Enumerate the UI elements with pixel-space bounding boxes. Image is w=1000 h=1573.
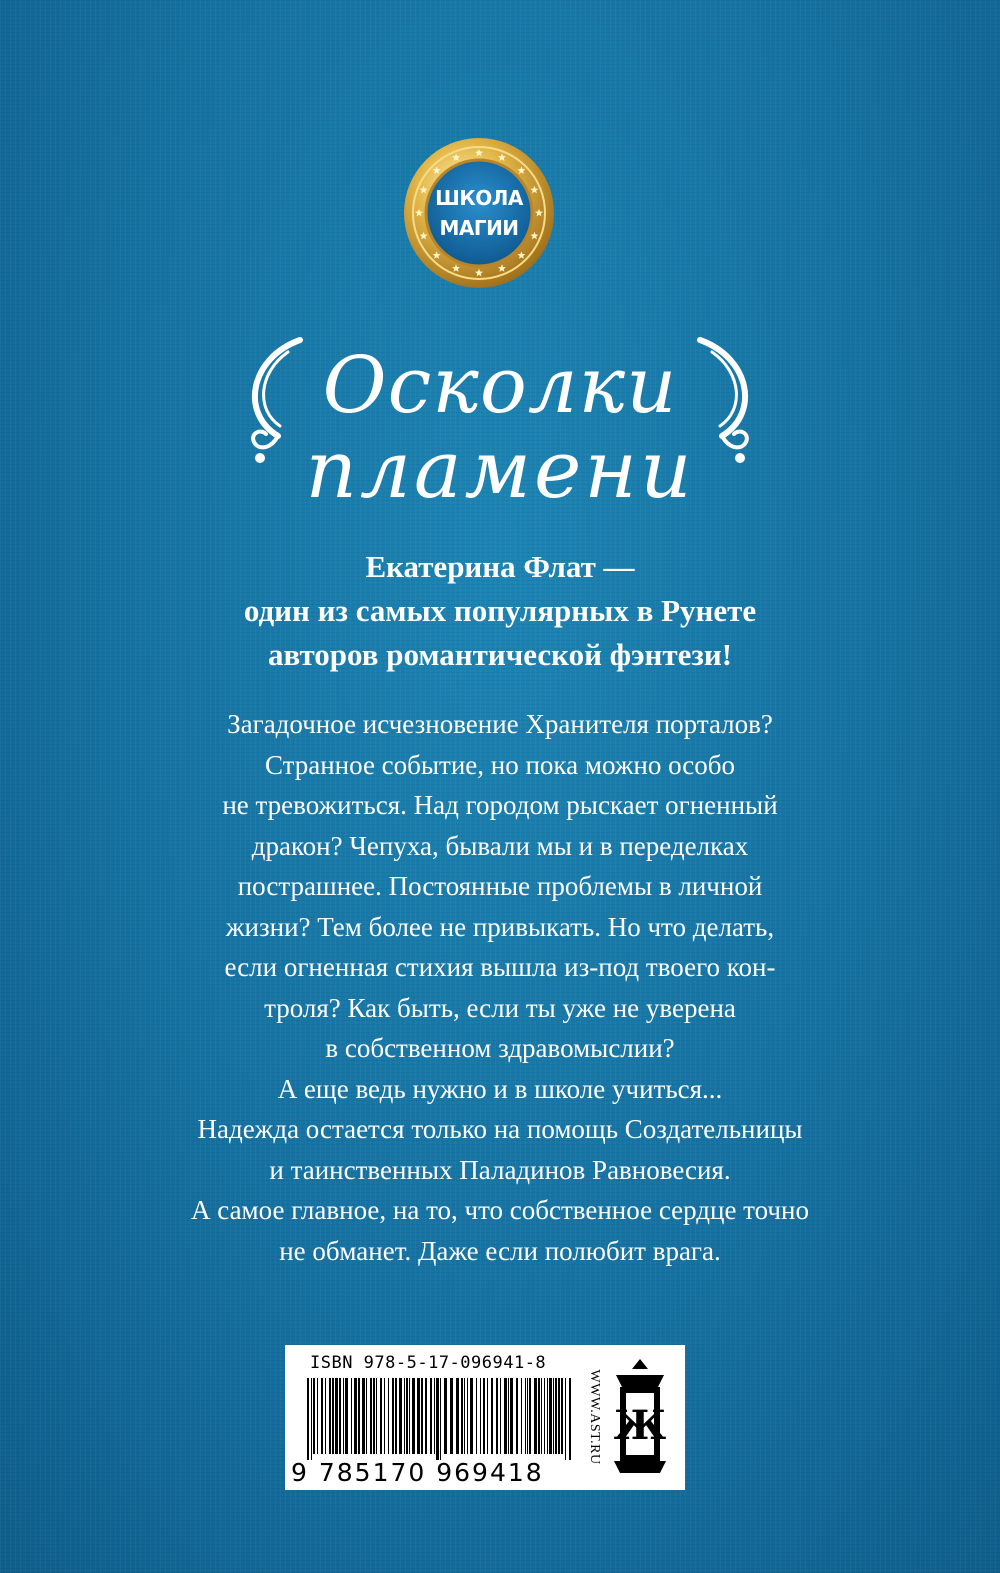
- barcode-bar: [444, 1378, 447, 1454]
- barcode-panel: [285, 1345, 685, 1490]
- blurb-line: и таинственных Паладинов Равновесия.: [269, 1154, 731, 1185]
- barcode-bar: [527, 1378, 528, 1454]
- barcode-bar: [384, 1378, 385, 1454]
- barcode-digits: 9 785170 969418: [291, 1458, 544, 1487]
- badge-line-1: ШКОЛА: [435, 186, 523, 210]
- barcode-bar: [388, 1378, 389, 1454]
- barcode-bar: [358, 1378, 360, 1454]
- publisher-website: [583, 1355, 605, 1480]
- blurb-line: А самое главное, на то, что собственное сердце точно: [191, 1195, 809, 1225]
- barcode-bar: [380, 1378, 382, 1454]
- blurb-line: пострашнее. Постоянные проблемы в личной: [237, 871, 763, 901]
- isbn-label: ISBN 978-5-17-096941-8: [310, 1353, 547, 1373]
- barcode-bar: [392, 1378, 394, 1454]
- barcode-bar: [440, 1378, 441, 1460]
- barcode-bar: [508, 1378, 509, 1454]
- blurb-line: если огненная стихия вышла из-под твоего кон-: [224, 952, 776, 982]
- barcode-bar: [467, 1378, 468, 1454]
- tagline-line: Екатерина Флат —: [365, 549, 635, 584]
- barcode-bar: [366, 1378, 367, 1454]
- title-line-1: Осколки: [322, 341, 678, 431]
- barcode-bar: [417, 1378, 420, 1454]
- barcode-bar: [500, 1378, 501, 1454]
- series-badge: [403, 137, 555, 289]
- barcode-bar: [496, 1378, 498, 1454]
- blurb-line: Странное событие, но пока можно особо: [264, 749, 736, 780]
- barcode-bar: [529, 1378, 531, 1454]
- book-title: [230, 318, 770, 518]
- barcode-bar: [332, 1378, 334, 1454]
- blurb-line: не тревожиться. Над городом рыскает огненный: [222, 790, 778, 820]
- author-tagline: [80, 545, 920, 677]
- barcode-bar: [476, 1378, 477, 1454]
- barcode-bar: [549, 1378, 552, 1454]
- barcode-bar: [329, 1378, 331, 1454]
- barcode-bar: [434, 1378, 435, 1454]
- barcode-bar: [313, 1378, 315, 1454]
- barcode-bar: [555, 1378, 557, 1454]
- barcode-bar: [395, 1378, 397, 1454]
- barcode-bar: [470, 1378, 473, 1454]
- barcode-bar: [558, 1378, 560, 1454]
- barcode-bar: [561, 1378, 563, 1454]
- barcode-bar: [483, 1378, 485, 1454]
- barcode-bar: [311, 1378, 312, 1460]
- blurb-line: жизни? Тем более не привыкать. Но что делать,: [225, 911, 775, 942]
- barcode-bar: [491, 1378, 493, 1454]
- barcode-bar: [404, 1378, 405, 1454]
- publisher-logo-letter: Ж: [613, 1402, 667, 1449]
- barcode-bar: [370, 1378, 372, 1454]
- barcode-bar: [534, 1378, 537, 1454]
- barcode-icon: [305, 1378, 575, 1460]
- barcode-bar: [569, 1378, 571, 1460]
- barcode-bar: [345, 1378, 348, 1454]
- barcode-bar: [343, 1378, 344, 1454]
- barcode-bar: [409, 1378, 410, 1454]
- barcode-bar: [354, 1378, 357, 1454]
- barcode-bar: [339, 1378, 341, 1454]
- barcode-bar: [412, 1378, 415, 1454]
- barcode-bar: [510, 1378, 513, 1454]
- barcode-bar: [565, 1378, 566, 1460]
- barcode-bar: [317, 1378, 318, 1454]
- barcode-bar: [325, 1378, 326, 1454]
- barcode-bar: [553, 1378, 554, 1454]
- blurb-line: в собственном здравомыслии?: [325, 1033, 675, 1063]
- book-blurb: [60, 704, 940, 1271]
- barcode-bar: [464, 1378, 465, 1454]
- barcode-bar: [399, 1378, 402, 1454]
- barcode-bar: [516, 1378, 518, 1454]
- barcode-bar: [547, 1378, 548, 1454]
- title-line-2: пламени: [305, 423, 695, 516]
- barcode-bar: [406, 1378, 408, 1454]
- blurb-line: Загадочное исчезновение Хранителя порталов?: [227, 709, 773, 739]
- barcode-bar: [351, 1378, 352, 1454]
- tagline-line: один из самых популярных в Рунете: [243, 593, 757, 628]
- barcode-bar: [362, 1378, 365, 1454]
- barcode-bar: [461, 1378, 463, 1454]
- barcode-bar: [425, 1378, 427, 1454]
- barcode-bar: [307, 1378, 309, 1460]
- blurb-line: А еще ведь нужно и в школе учиться...: [277, 1073, 723, 1104]
- barcode-bar: [421, 1378, 423, 1454]
- barcode-bar: [487, 1378, 488, 1454]
- barcode-bar: [376, 1378, 377, 1454]
- barcode-bar: [544, 1378, 545, 1454]
- barcode-bar: [541, 1378, 542, 1454]
- barcode-bar: [335, 1378, 338, 1454]
- barcode-bar: [373, 1378, 375, 1454]
- barcode-bar: [456, 1378, 459, 1454]
- barcode-bar: [450, 1378, 453, 1454]
- publisher-website-text: WWW.AST.RU: [587, 1369, 602, 1465]
- blurb-line: троля? Как быть, если ты уже не уверена: [264, 992, 736, 1023]
- tagline-line: авторов романтической фэнтези!: [267, 637, 733, 672]
- lantern-logo-icon: [610, 1357, 670, 1477]
- badge-line-2: МАГИИ: [439, 216, 519, 240]
- barcode-bar: [525, 1378, 526, 1454]
- barcode-bar: [436, 1378, 439, 1460]
- blurb-line: дракон? Чепуха, бывали мы и в переделках: [251, 830, 749, 861]
- barcode-bar: [321, 1378, 323, 1454]
- blurb-line: Надежда остается только на помощь Создательницы: [197, 1114, 803, 1144]
- barcode-bar: [480, 1378, 481, 1454]
- barcode-bar: [430, 1378, 432, 1454]
- blurb-line: не обманет. Даже если полюбит врага.: [279, 1235, 721, 1266]
- barcode-bar: [521, 1378, 522, 1454]
- barcode-bar: [504, 1378, 507, 1454]
- barcode-bar: [538, 1378, 540, 1454]
- series-badge-text: [403, 183, 555, 243]
